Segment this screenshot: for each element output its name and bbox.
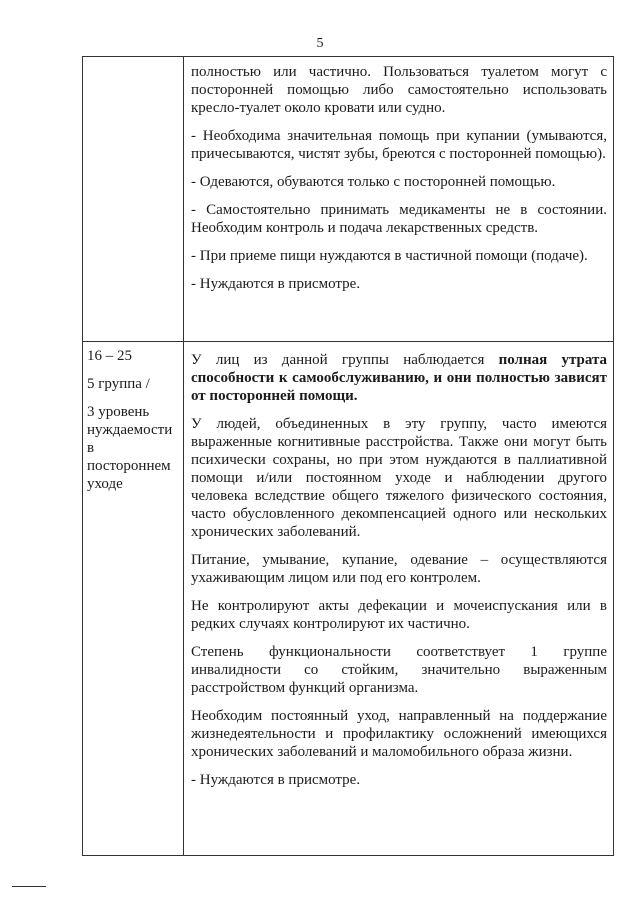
row-divider bbox=[83, 341, 613, 342]
group-label: 5 группа / bbox=[87, 376, 150, 392]
row1-paragraph: - Необходима значительная помощь при купании (умываются, причесываются, чистят зубы, бреются с посторонней помощью). bbox=[191, 128, 607, 162]
intro-bold-text: полная утрата способности к самообслуживанию, и они полностью зависят от посторонней помощи. bbox=[191, 352, 608, 404]
row2-description-cell bbox=[191, 351, 607, 799]
row1-paragraph: - При приеме пищи нуждаются в частичной помощи (подаче). bbox=[191, 248, 588, 264]
row1-paragraph: - Нуждаются в присмотре. bbox=[191, 276, 361, 292]
intro-text: У лиц из данной группы наблюдается bbox=[191, 352, 485, 368]
footnote-rule bbox=[12, 886, 46, 887]
row2-paragraph: Не контролируют акты дефекации и мочеиспускания или в редких случаях контролируют их частично. bbox=[191, 598, 607, 632]
row1-paragraph: - Самостоятельно принимать медикаменты не в состоянии. Необходим контроль и подача лекарственных средств. bbox=[191, 202, 607, 236]
row2-paragraph: Степень функциональности соответствует 1 группе инвалидности со стойким, значительно выраженным расстройством функций организма. bbox=[191, 644, 607, 696]
column-divider bbox=[183, 57, 184, 855]
row1-description-cell bbox=[191, 63, 607, 303]
care-level-table bbox=[82, 56, 614, 856]
page-number: 5 bbox=[316, 36, 324, 51]
row2-paragraph: Питание, умывание, купание, одевание – осуществляются ухаживающим лицом или под его контролем. bbox=[191, 552, 607, 586]
row2-paragraph: Необходим постоянный уход, направленный на поддержание жизнедеятельности и профилактику осложнений имеющихся хронических заболеваний и маломобильного образа жизни. bbox=[191, 708, 607, 760]
row2-paragraph: - Нуждаются в присмотре. bbox=[191, 772, 361, 788]
row1-paragraph: - Одеваются, обуваются только с посторонней помощью. bbox=[191, 174, 556, 190]
care-level-label: 3 уровень нуждаемости в постороннем уходе bbox=[87, 404, 173, 492]
row2-paragraph: У людей, объединенных в эту группу, часто имеются выраженные когнитивные расстройства. Также они могут быть психически сохраны, но при этом нуждаются в паллиативной помощи и/или постоянном уходе и наблюдении другого человека вследствие общего тяжелого физического состояния, часто обусловленного декомпенсацией одного или нескольких хронических заболеваний. bbox=[191, 416, 607, 540]
row1-paragraph: полностью или частично. Пользоваться туалетом могут с посторонней помощью либо самостоятельно использовать кресло-туалет около кровати или судно. bbox=[191, 64, 607, 116]
row2-group-cell bbox=[87, 347, 181, 503]
score-range: 16 – 25 bbox=[87, 348, 132, 364]
row2-intro bbox=[191, 351, 607, 405]
